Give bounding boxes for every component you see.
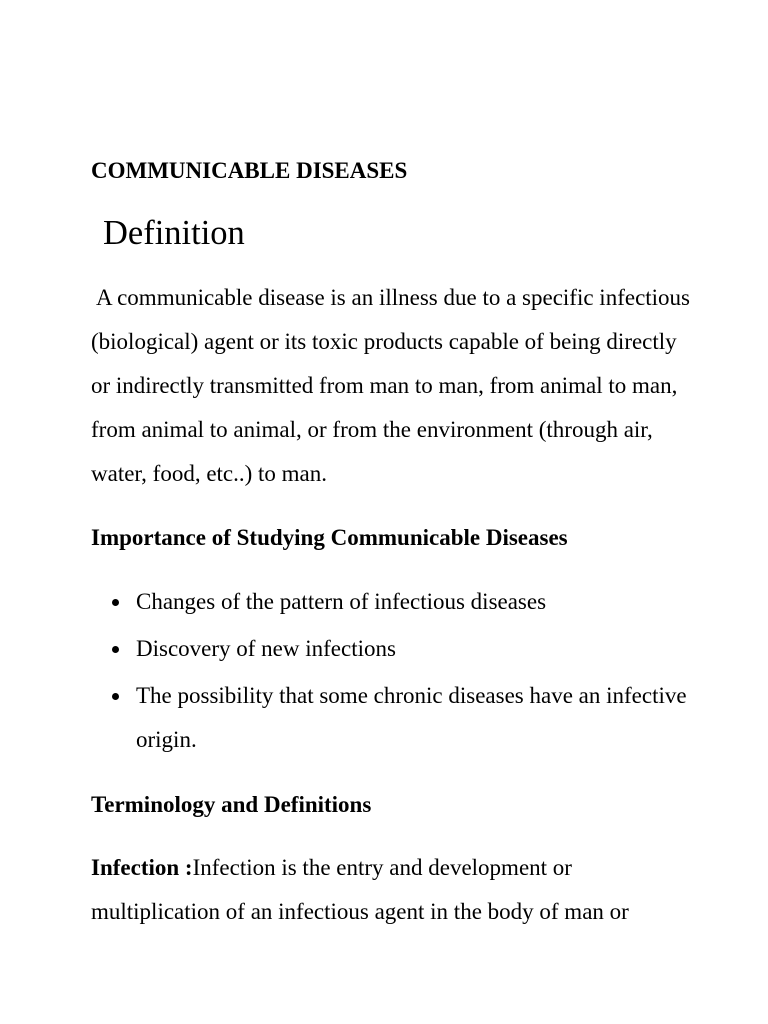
infection-definition	[91, 846, 701, 934]
importance-heading: Importance of Studying Communicable Diseases	[91, 525, 568, 550]
infection-text: Infection is the entry and development or multiplication of an infectious agent in the body of man or	[91, 855, 629, 924]
infection-term: Infection :	[91, 855, 193, 880]
importance-list	[91, 580, 691, 765]
list-item	[91, 580, 691, 624]
terminology-heading: Terminology and Definitions	[91, 792, 372, 817]
list-item-text: The possibility that some chronic diseases have an infective origin.	[136, 683, 687, 752]
list-item	[91, 627, 691, 671]
list-item	[91, 674, 691, 762]
list-item-text: Discovery of new infections	[136, 636, 396, 661]
list-item-text: Changes of the pattern of infectious diseases	[136, 589, 547, 614]
definition-subheading: Definition	[103, 214, 245, 252]
definition-paragraph: A communicable disease is an illness due to a specific infectious (biological) agent or its toxic products capable of being directly or indirectly transmitted from man to man, from animal to man, from animal to animal, or from the environment (through air, water, food, etc..) to man.	[91, 285, 691, 486]
bullet-icon	[112, 599, 119, 606]
bullet-icon	[112, 646, 119, 653]
page-title: COMMUNICABLE DISEASES	[91, 158, 408, 183]
bullet-icon	[112, 693, 119, 700]
